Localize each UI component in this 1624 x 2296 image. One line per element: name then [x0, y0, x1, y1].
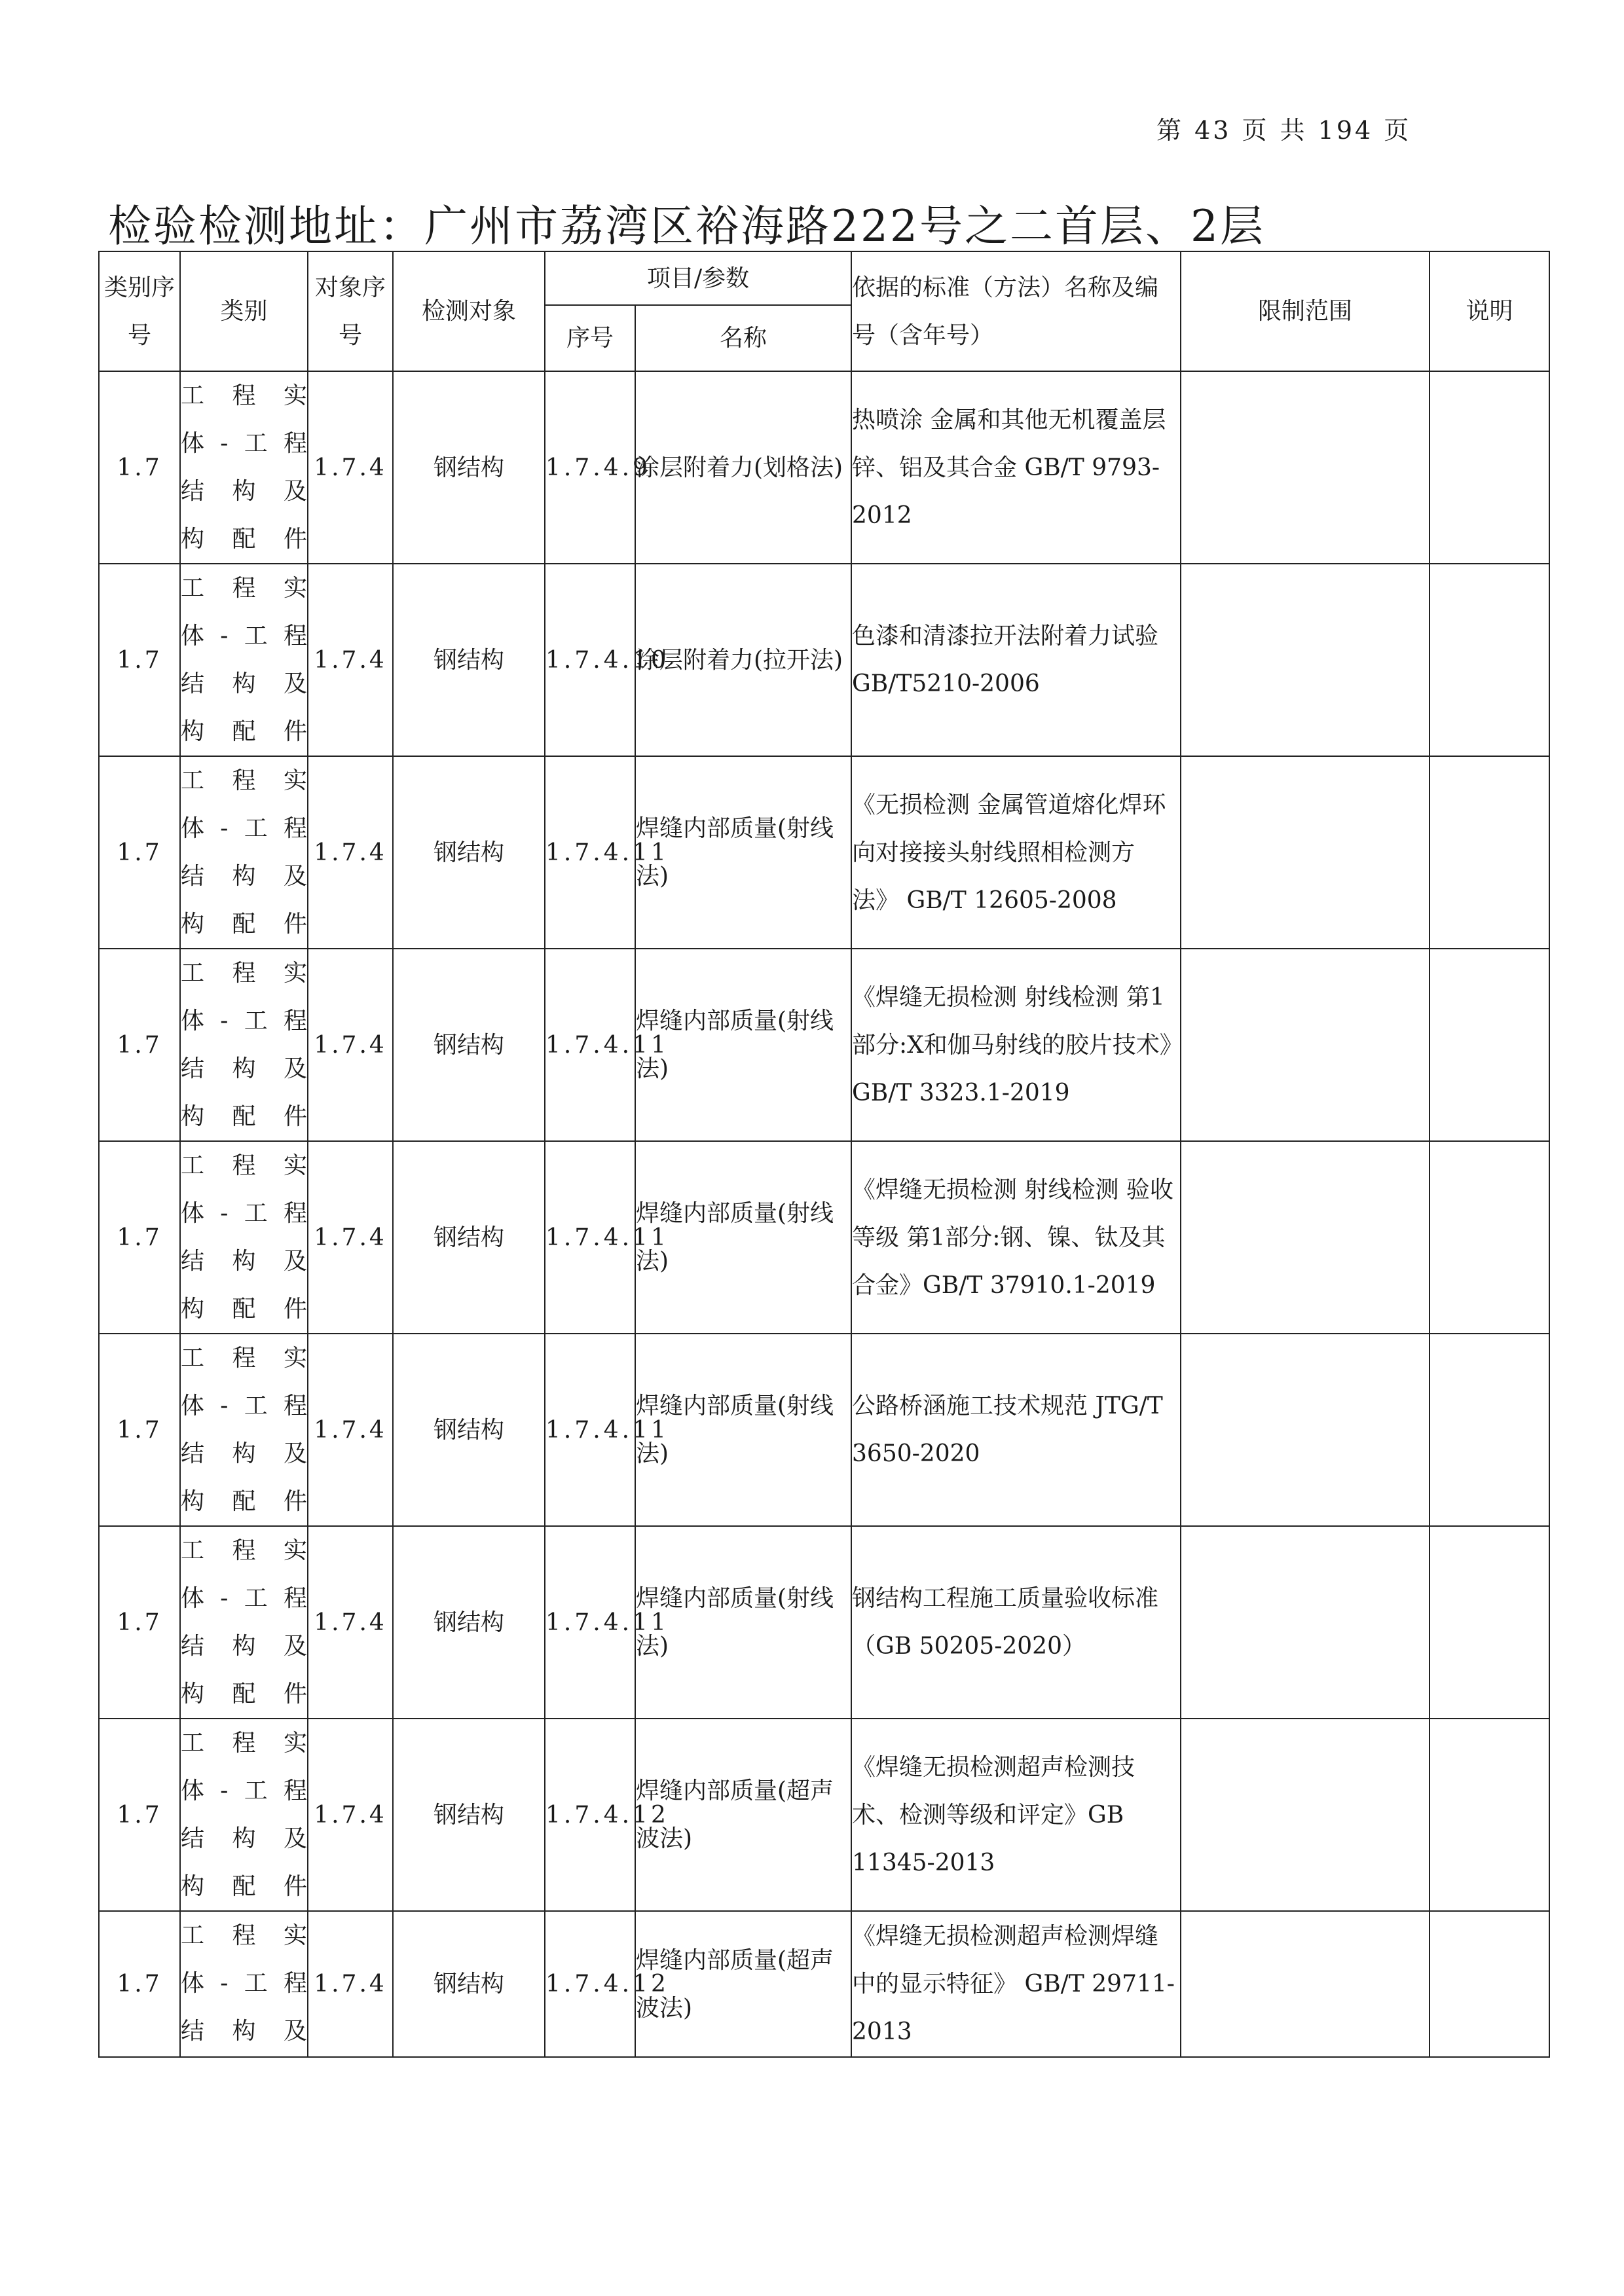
limit-cell	[1181, 371, 1430, 564]
category-line: 构配件	[181, 911, 307, 938]
inspection-table	[98, 251, 1550, 2058]
item-seq-cell: 1.7.4.11	[545, 1334, 635, 1526]
item-seq-cell: 1.7.4.12	[545, 1719, 635, 1911]
standard-cell: 公路桥涵施工技术规范 JTG/T 3650-2020	[851, 1334, 1181, 1526]
category-cell	[180, 564, 308, 756]
category-cell	[180, 1911, 308, 2057]
header-limit: 限制范围	[1181, 251, 1430, 371]
category-cell	[180, 1141, 308, 1334]
standard-cell: 《焊缝无损检测超声检测技术、检测等级和评定》GB 11345-2013	[851, 1719, 1181, 1911]
table-row	[99, 1911, 1549, 2057]
category-code-cell: 1.7	[99, 949, 180, 1141]
category-line: 结构及	[181, 1055, 307, 1082]
category-code-cell: 1.7	[99, 1911, 180, 2057]
category-line: 体-工程	[181, 1970, 307, 1997]
limit-cell	[1181, 1911, 1430, 2057]
category-line: 体-工程	[181, 1008, 307, 1034]
category-line: 工程实	[181, 1922, 307, 1949]
object-cell: 钢结构	[393, 1911, 545, 2057]
item-name-cell: 焊缝内部质量(超声波法)	[635, 1719, 851, 1911]
object-code-cell: 1.7.4	[308, 1719, 393, 1911]
object-cell: 钢结构	[393, 1526, 545, 1719]
item-seq-cell: 1.7.4.11	[545, 1141, 635, 1334]
item-seq-cell: 1.7.4.11	[545, 949, 635, 1141]
category-cell	[180, 371, 308, 564]
table-row	[99, 949, 1549, 1141]
item-seq-cell: 1.7.4.11	[545, 756, 635, 949]
object-code-cell: 1.7.4	[308, 1911, 393, 2057]
category-line: 工程实	[181, 1152, 307, 1179]
category-line: 体-工程	[181, 1393, 307, 1419]
item-name-cell: 涂层附着力(划格法)	[635, 371, 851, 564]
category-code-cell: 1.7	[99, 1141, 180, 1334]
standard-cell: 色漆和清漆拉开法附着力试验GB/T5210-2006	[851, 564, 1181, 756]
object-code-cell: 1.7.4	[308, 756, 393, 949]
header-standard: 依据的标准（方法）名称及编号（含年号）	[851, 251, 1181, 371]
object-code-cell: 1.7.4	[308, 949, 393, 1141]
page-number: 第 43 页 共 194 页	[1156, 116, 1412, 145]
table-row	[99, 1526, 1549, 1719]
category-line: 结构及	[181, 1440, 307, 1467]
category-cell	[180, 756, 308, 949]
header-category: 类别	[180, 251, 308, 371]
table-row	[99, 371, 1549, 564]
header-item-seq: 序号	[545, 305, 635, 371]
category-line: 构配件	[181, 526, 307, 553]
object-code-cell: 1.7.4	[308, 1334, 393, 1526]
category-line: 工程实	[181, 575, 307, 602]
object-cell: 钢结构	[393, 371, 545, 564]
standard-cell: 热喷涂 金属和其他无机覆盖层 锌、铝及其合金 GB/T 9793-2012	[851, 371, 1181, 564]
address-title: 检验检测地址：广州市荔湾区裕海路222号之二首层、2层	[108, 201, 1265, 251]
category-line: 体-工程	[181, 1585, 307, 1612]
category-line: 构配件	[181, 1103, 307, 1130]
note-cell	[1430, 564, 1549, 756]
header-category-code: 类别序号	[99, 251, 180, 371]
header-object-code: 对象序号	[308, 251, 393, 371]
category-line: 构配件	[181, 1296, 307, 1322]
item-name-cell: 焊缝内部质量(射线法)	[635, 1526, 851, 1719]
item-name-cell: 焊缝内部质量(射线法)	[635, 949, 851, 1141]
note-cell	[1430, 756, 1549, 949]
object-cell: 钢结构	[393, 1141, 545, 1334]
standard-cell: 《焊缝无损检测 射线检测 第1部分:X和伽马射线的胶片技术》GB/T 3323.1-2019	[851, 949, 1181, 1141]
category-code-cell: 1.7	[99, 1334, 180, 1526]
limit-cell	[1181, 1141, 1430, 1334]
item-name-cell: 焊缝内部质量(射线法)	[635, 756, 851, 949]
table-row	[99, 1141, 1549, 1334]
standard-cell: 《焊缝无损检测超声检测焊缝中的显示特征》 GB/T 29711-2013	[851, 1911, 1181, 2057]
category-line: 结构及	[181, 1825, 307, 1852]
table-row	[99, 564, 1549, 756]
item-seq-cell: 1.7.4.12	[545, 1911, 635, 2057]
header-object: 检测对象	[393, 251, 545, 371]
category-line: 体-工程	[181, 815, 307, 842]
category-line: 结构及	[181, 2018, 307, 2045]
category-line: 结构及	[181, 863, 307, 890]
category-line: 体-工程	[181, 623, 307, 649]
category-line: 体-工程	[181, 1777, 307, 1804]
category-line: 结构及	[181, 670, 307, 697]
header-item-name: 名称	[635, 305, 851, 371]
standard-cell: 《无损检测 金属管道熔化焊环向对接接头射线照相检测方法》 GB/T 12605-2008	[851, 756, 1181, 949]
table-row	[99, 1334, 1549, 1526]
note-cell	[1430, 1526, 1549, 1719]
limit-cell	[1181, 756, 1430, 949]
object-cell: 钢结构	[393, 1719, 545, 1911]
category-cell	[180, 1719, 308, 1911]
item-name-cell: 焊缝内部质量(射线法)	[635, 1141, 851, 1334]
table-row	[99, 756, 1549, 949]
limit-cell	[1181, 1526, 1430, 1719]
note-cell	[1430, 371, 1549, 564]
limit-cell	[1181, 564, 1430, 756]
item-name-cell: 焊缝内部质量(射线法)	[635, 1334, 851, 1526]
category-line: 结构及	[181, 1248, 307, 1275]
category-line: 结构及	[181, 1633, 307, 1660]
standard-cell: 《焊缝无损检测 射线检测 验收等级 第1部分:钢、镍、钛及其合金》GB/T 37910.1-2019	[851, 1141, 1181, 1334]
object-cell: 钢结构	[393, 756, 545, 949]
header-note: 说明	[1430, 251, 1549, 371]
category-line: 构配件	[181, 718, 307, 745]
category-cell	[180, 1526, 308, 1719]
category-code-cell: 1.7	[99, 1526, 180, 1719]
category-line: 结构及	[181, 478, 307, 505]
standard-cell: 钢结构工程施工质量验收标准（GB 50205-2020）	[851, 1526, 1181, 1719]
category-line: 构配件	[181, 1681, 307, 1707]
item-seq-cell: 1.7.4.11	[545, 1526, 635, 1719]
object-cell: 钢结构	[393, 564, 545, 756]
category-line: 体-工程	[181, 430, 307, 457]
category-line: 构配件	[181, 1873, 307, 1900]
category-line: 工程实	[181, 382, 307, 409]
table-body	[99, 371, 1549, 2057]
note-cell	[1430, 949, 1549, 1141]
object-cell: 钢结构	[393, 1334, 545, 1526]
category-line: 工程实	[181, 767, 307, 794]
category-line: 工程实	[181, 1730, 307, 1757]
note-cell	[1430, 1719, 1549, 1911]
item-name-cell: 焊缝内部质量(超声波法)	[635, 1911, 851, 2057]
category-code-cell: 1.7	[99, 371, 180, 564]
note-cell	[1430, 1334, 1549, 1526]
category-cell	[180, 949, 308, 1141]
item-name-cell: 涂层附着力(拉开法)	[635, 564, 851, 756]
object-cell: 钢结构	[393, 949, 545, 1141]
category-line: 构配件	[181, 1488, 307, 1515]
object-code-cell: 1.7.4	[308, 564, 393, 756]
limit-cell	[1181, 1334, 1430, 1526]
category-line: 工程实	[181, 1537, 307, 1564]
object-code-cell: 1.7.4	[308, 1526, 393, 1719]
header-item-group: 项目/参数	[545, 251, 851, 305]
note-cell	[1430, 1141, 1549, 1334]
object-code-cell: 1.7.4	[308, 371, 393, 564]
note-cell	[1430, 1911, 1549, 2057]
category-code-cell: 1.7	[99, 756, 180, 949]
table-row	[99, 1719, 1549, 1911]
table-header	[99, 251, 1549, 371]
category-line: 工程实	[181, 1345, 307, 1372]
category-code-cell: 1.7	[99, 564, 180, 756]
limit-cell	[1181, 1719, 1430, 1911]
category-cell	[180, 1334, 308, 1526]
item-seq-cell: 1.7.4.9	[545, 371, 635, 564]
item-seq-cell: 1.7.4.10	[545, 564, 635, 756]
category-line: 工程实	[181, 960, 307, 987]
limit-cell	[1181, 949, 1430, 1141]
object-code-cell: 1.7.4	[308, 1141, 393, 1334]
category-line: 体-工程	[181, 1200, 307, 1227]
category-code-cell: 1.7	[99, 1719, 180, 1911]
